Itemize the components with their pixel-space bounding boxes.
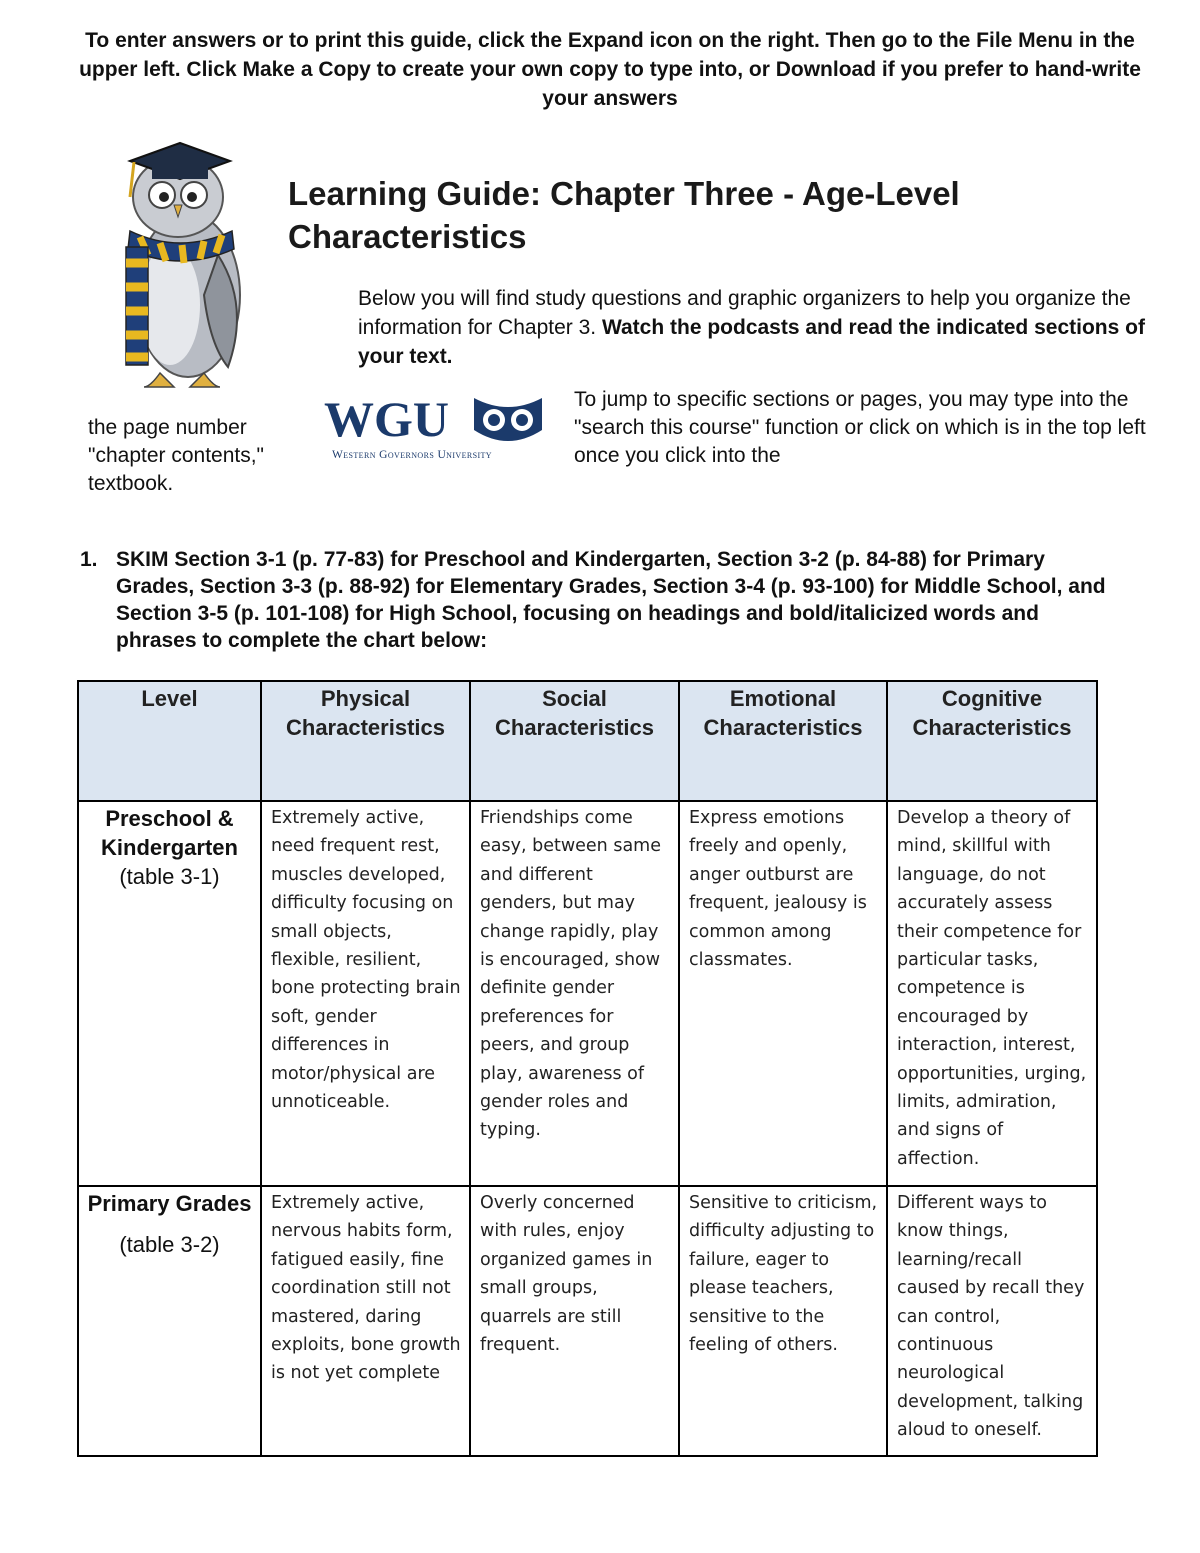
table-row (78, 1186, 1097, 1456)
wgu-logo-subtitle: Western Governors University (332, 449, 492, 461)
social-cell[interactable]: Friendships come easy, between same and different genders, but may change rapidly, play is encouraged, show definite gender preferences for peers, and group play, awareness of gender roles and typing. (470, 801, 679, 1186)
header-level: Level (78, 681, 261, 801)
wgu-logo-icon (322, 392, 550, 468)
cognitive-cell[interactable]: Develop a theory of mind, skillful with language, do not accurately assess their competence for particular tasks, competence is encouraged by interaction, interest, opportunities, urging, limits, admiration, and signs of affection. (887, 801, 1097, 1186)
header-cognitive: Cognitive Characteristics (887, 681, 1097, 801)
question-number: 1. (80, 548, 98, 571)
characteristics-chart (77, 680, 1098, 1457)
emotional-cell[interactable]: Express emotions freely and openly, anger outburst are frequent, jealousy is common among classmates. (679, 801, 887, 1186)
instructions: To enter answers or to print this guide, click the Expand icon on the right. Then go to the File Menu in the upper left. Click Make a Copy to create your own copy to type into, or Download if you prefer to hand-write your answers (79, 29, 1141, 110)
level-name: Preschool & Kindergarten (101, 806, 238, 860)
intro-text: Below you will find study questions and graphic organizers to help you organize the information for Chapter 3. (358, 287, 1131, 339)
level-name: Primary Grades (87, 1191, 252, 1216)
level-cell (78, 801, 261, 1186)
header-row (78, 681, 1097, 801)
emotional-cell[interactable]: Sensitive to criticism, difficulty adjusting to failure, eager to please teachers, sensitive to the feeling of others. (679, 1186, 887, 1456)
question-text: SKIM Section 3-1 (p. 77-83) for Preschool and Kindergarten, Section 3-2 (p. 84-88) for Primary Grades, Section 3-3 (p. 88-92) for Elementary Grades, Section 3-4 (p. 93-100) for Middle School, and Section 3-5 (p. 101-108) for High School, focusing on headings and bold/italicized words and phrases to complete the chart below: (116, 548, 1106, 652)
wgu-logo-text: WGU (324, 392, 449, 447)
intro-bold-text: Watch the podcasts and read the indicated sections of your text. (358, 316, 1145, 368)
owl-mascot-icon (100, 135, 270, 395)
level-cell (78, 1186, 261, 1456)
page-title: Learning Guide: Chapter Three - Age-Level Characteristics (288, 175, 960, 255)
question-1 (80, 546, 1120, 654)
intro-paragraph (358, 284, 1148, 371)
left-text-fragment: the page number "chapter contents," textbook. (88, 416, 265, 495)
header-physical: Physical Characteristics (261, 681, 470, 801)
owl-eyes-icon (474, 398, 542, 441)
physical-cell[interactable]: Extremely active, nervous habits form, fatigued easily, fine coordination still not mastered, daring exploits, bone growth is not yet complete (261, 1186, 470, 1456)
cognitive-cell[interactable]: Different ways to know things, learning/recall caused by recall they can control, continuous neurological development, talking aloud to oneself. (887, 1186, 1097, 1456)
social-cell[interactable]: Overly concerned with rules, enjoy organized games in small groups, quarrels are still frequent. (470, 1186, 679, 1456)
table-ref: (table 3-1) (119, 864, 220, 889)
header-emotional: Emotional Characteristics (679, 681, 887, 801)
table-ref: (table 3-2) (119, 1232, 220, 1257)
header-social: Social Characteristics (470, 681, 679, 801)
jump-instructions: To jump to specific sections or pages, you may type into the "search this course" function or click on which is in the top left once you click into the (574, 388, 1146, 467)
physical-cell[interactable]: Extremely active, need frequent rest, muscles developed, difficulty focusing on small objects, flexible, resilient, bone protecting brain soft, gender differences in motor/physical are unnoticeable. (261, 801, 470, 1186)
table-row (78, 801, 1097, 1186)
